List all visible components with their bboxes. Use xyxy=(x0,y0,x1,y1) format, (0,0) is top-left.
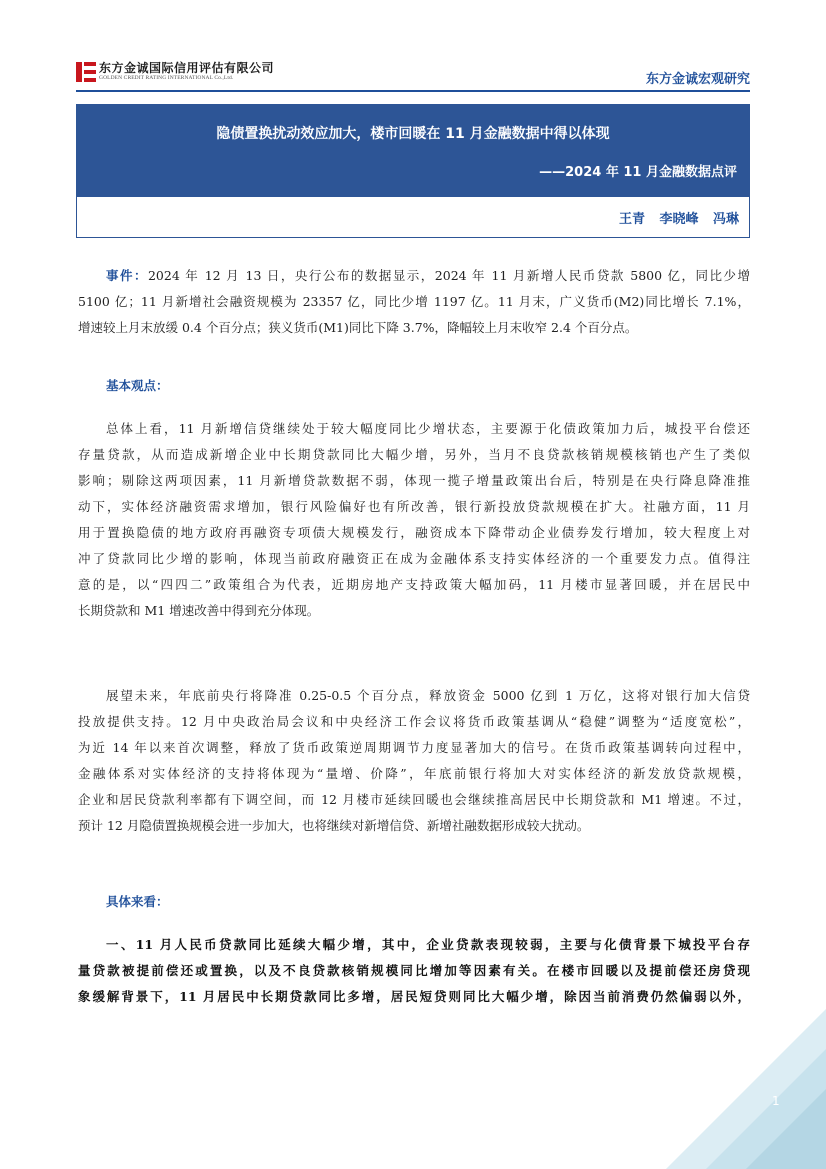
paragraph-line: 长期贷款和 M1 增速改善中得到充分体现。 xyxy=(78,603,320,618)
authors: 王青 李晓峰 冯琳 xyxy=(618,212,739,227)
paragraph-line: 一、11 月人民币贷款同比延续大幅少增，其中，企业贷款表现较弱，主要与化债背景下城投平台存 xyxy=(106,937,750,952)
event-paragraph xyxy=(78,263,750,341)
paragraph-line: 总体上看，11 月新增信贷继续处于较大幅度同比少增状态，主要源于化债政策加力后，城投平台偿还 xyxy=(106,421,750,436)
report-title-box xyxy=(76,104,750,238)
title-banner xyxy=(77,105,749,197)
paragraph-line: 投放提供支持。12 月中央政治局会议和中央经济工作会议将货币政策基调从“稳健”调整为“适度宽松”， xyxy=(78,714,750,729)
paragraph-line: 冲了贷款同比少增的影响，体现当前政府融资正在成为金融体系支持实体经济的一个重要发力点。值得注 xyxy=(78,551,750,566)
event-line: 增速较上月末放缓 0.4 个百分点；狭义货币(M1)同比下降 3.7%，降幅较上月末收窄 2.4 个百分点。 xyxy=(78,320,638,335)
paragraph-line: 金融体系对实体经济的支持将体现为“量增、价降”，年底前银行将加大对实体经济的新发放贷款规模， xyxy=(78,766,750,781)
paragraph-line: 存量贷款，从而造成新增企业中长期贷款同比大幅少增，另外，当月不良贷款核销规模核销也产生了类似 xyxy=(78,447,750,462)
basic-view-heading: 基本观点： xyxy=(106,378,169,393)
event-label: 事件： xyxy=(106,268,148,283)
paragraph-line: 为近 14 年以来首次调整，释放了货币政策逆周期调节力度显著加大的信号。在货币政策基调转向过程中， xyxy=(78,740,750,755)
details-heading: 具体来看： xyxy=(106,894,169,909)
company-logo xyxy=(76,60,274,84)
paragraph-line: 动下，实体经济融资需求增加，银行风险偏好也有所改善，银行新投放贷款规模在扩大。社融方面，11 月 xyxy=(78,499,750,514)
paragraph-line: 预计 12 月隐债置换规模会进一步加大，也将继续对新增信贷、新增社融数据形成较大扰动。 xyxy=(78,818,590,833)
basic-view-paragraph-1 xyxy=(78,416,750,624)
logo-english-name: GOLDEN CREDIT RATING INTERNATIONAL Co.,Ltd. xyxy=(99,75,234,82)
paragraph-line: 影响；剔除这两项因素，11 月新增贷款数据不弱，体现一揽子增量政策出台后，特别是在央行降息降准推 xyxy=(78,473,750,488)
details-paragraph xyxy=(78,932,750,1010)
header-divider xyxy=(76,90,750,92)
logo-mark-icon xyxy=(76,62,96,82)
paragraph-line: 用于置换隐债的地方政府再融资专项债大规模发行，融资成本下降带动企业债券发行增加，较大程度上对 xyxy=(78,525,750,540)
paragraph-line: 企业和居民贷款利率都有下调空间，而 12 月楼市延续回暖也会继续推高居民中长期贷款和 M1 增速。不过， xyxy=(78,792,750,807)
brand-title: 东方金诚宏观研究 xyxy=(645,72,750,87)
page-corner-decoration xyxy=(666,1009,826,1169)
report-title: 隐债置换扰动效应加大，楼市回暖在 11 月金融数据中得以体现 xyxy=(216,126,610,142)
event-line: 事件：2024 年 12 月 13 日，央行公布的数据显示，2024 年 11 月新增人民币贷款 5800 亿，同比少增 xyxy=(106,268,750,283)
page-number: 1 xyxy=(772,1094,780,1108)
logo-chinese-name: 东方金诚国际信用评估有限公司 xyxy=(99,61,275,76)
report-subtitle: ——2024 年 11 月金融数据点评 xyxy=(539,165,737,180)
paragraph-line: 展望未来，年底前央行将降准 0.25-0.5 个百分点，释放资金 5000 亿到 1 万亿，这将对银行加大信贷 xyxy=(106,688,750,703)
paragraph-line: 象缓解背景下，11 月居民中长期贷款同比多增，居民短贷则同比大幅少增，除因当前消费仍然偏弱以外， xyxy=(78,989,750,1004)
paragraph-line: 量贷款被提前偿还或置换，以及不良贷款核销规模同比增加等因素有关。在楼市回暖以及提前偿还房贷现 xyxy=(78,963,750,978)
paragraph-line: 意的是，以“四四二”政策组合为代表，近期房地产支持政策大幅加码，11 月楼市显著回暖，并在居民中 xyxy=(78,577,750,592)
basic-view-paragraph-2 xyxy=(78,683,750,839)
event-line: 5100 亿；11 月新增社会融资规模为 23357 亿，同比少增 1197 亿。11 月末，广义货币(M2)同比增长 7.1%， xyxy=(78,294,750,309)
